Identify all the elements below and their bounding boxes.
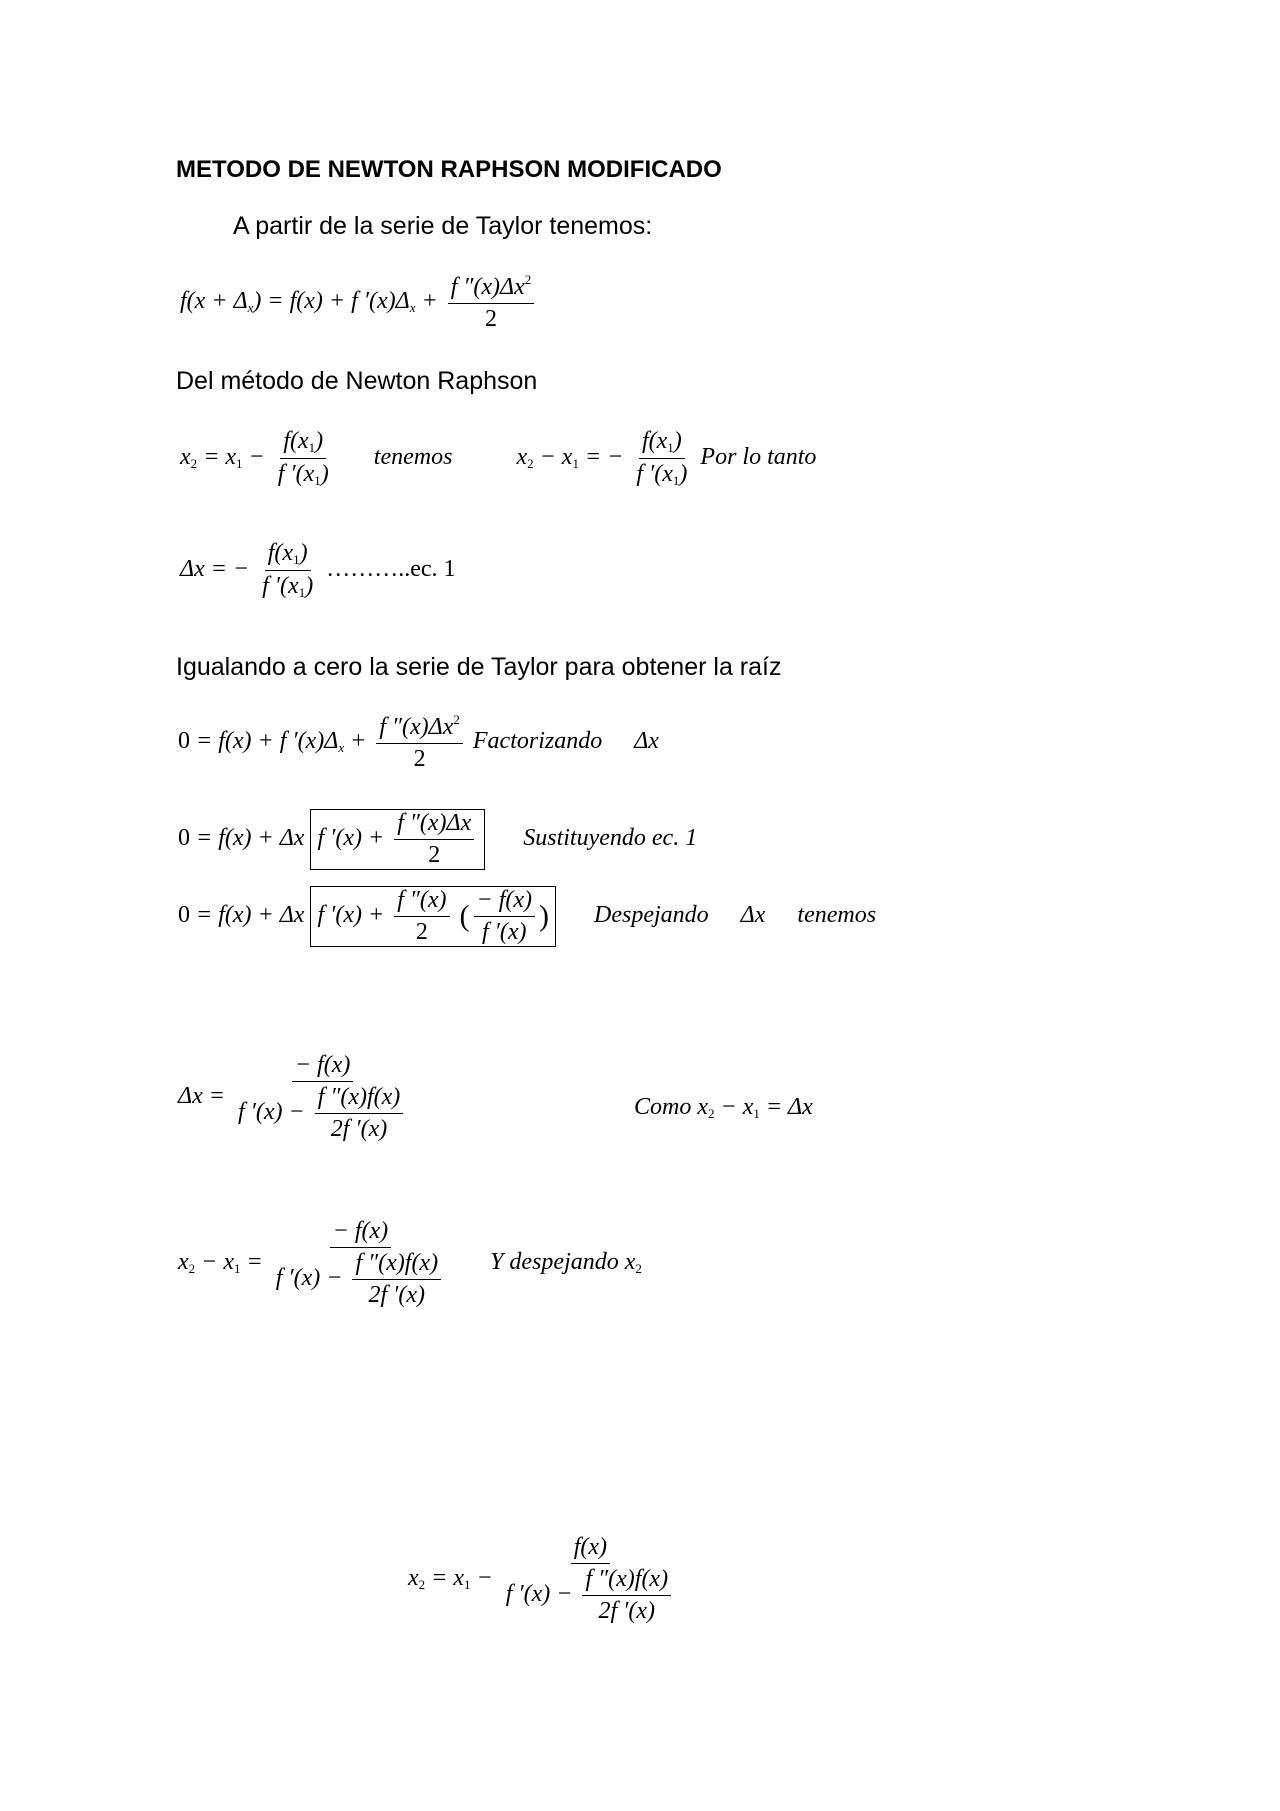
taylor-zero-heading: Igualando a cero la serie de Taylor para obtener la raíz bbox=[176, 653, 782, 681]
note-sustituyendo: Sustituyendo ec. 1 bbox=[523, 825, 698, 852]
note-ec1: ………..ec. 1 bbox=[326, 556, 456, 583]
note-factorizando: Factorizando bbox=[472, 728, 603, 755]
delta-x-equation-1: Δx = − $\frac{f(x_1)}{f '(x_1)}$ ………..ec. 1 bbox=[180, 540, 456, 600]
note-y-despejando: Y despejando bbox=[490, 1249, 619, 1276]
delta-x-solved-equation: Δx = − f(x) f ′(x) − $\frac{f ''(x)f(x)}{2f '(x)}$ bbox=[178, 1052, 414, 1143]
substituted-equation: 0 = f(x) + Δx f ′(x) + $\frac{f ''(x)}{2}$ ( $\frac{- f(x)}{f '(x)}$ ) Despejando Δx tenemos bbox=[178, 887, 877, 945]
final-formula-equation: $x_2 = x_1$ − f(x) f ′(x) − $\frac{f ''(x)f(x)}{2f '(x)}$ bbox=[408, 1534, 682, 1625]
newton-step-equation: $x_2 = x_1$ − $\frac{f(x_1)}{f '(x_1)}$ tenemos $x_2 - x_1$ = − $\frac{f(x_1)}{f '(x_1)}$ Por lo tanto bbox=[180, 428, 817, 488]
intro-text: A partir de la serie de Taylor tenemos: bbox=[233, 212, 653, 240]
factorized-equation: 0 = f(x) + Δx f ′(x) + $\frac{f ''(x)\Delta x}{2}$ Sustituyendo ec. 1 bbox=[178, 810, 698, 868]
como-equation: Como $x_2 - x_1 = \Delta x$ bbox=[634, 1094, 813, 1121]
note-como: Como bbox=[634, 1094, 692, 1120]
x2-minus-x1-equation: $x_2 - x_1$ = − f(x) f ′(x) − $\frac{f ''(x)f(x)}{2f '(x)}$ Y despejando $x_2$ bbox=[178, 1218, 642, 1308]
page-title: METODO DE NEWTON RAPHSON MODIFICADO bbox=[176, 156, 722, 183]
note-tenemos-2: tenemos bbox=[797, 902, 877, 929]
taylor-series-equation: $f(x + \Delta_x) = f(x) + f$ $'(x)\Delta_x$ + $\frac{f ''(x)\Delta x^2}{2}$ bbox=[180, 272, 538, 333]
newton-heading: Del método de Newton Raphson bbox=[176, 367, 538, 395]
note-despejando: Despejando bbox=[594, 902, 709, 929]
note-por-lo-tanto: Por lo tanto bbox=[700, 444, 817, 471]
note-tenemos: tenemos bbox=[373, 444, 453, 471]
taylor-zero-equation: 0 = f(x) + f $'(x)\Delta_x$ + $\frac{f ''(x)\Delta x^2}{2}$ Factorizando Δx bbox=[178, 712, 659, 772]
